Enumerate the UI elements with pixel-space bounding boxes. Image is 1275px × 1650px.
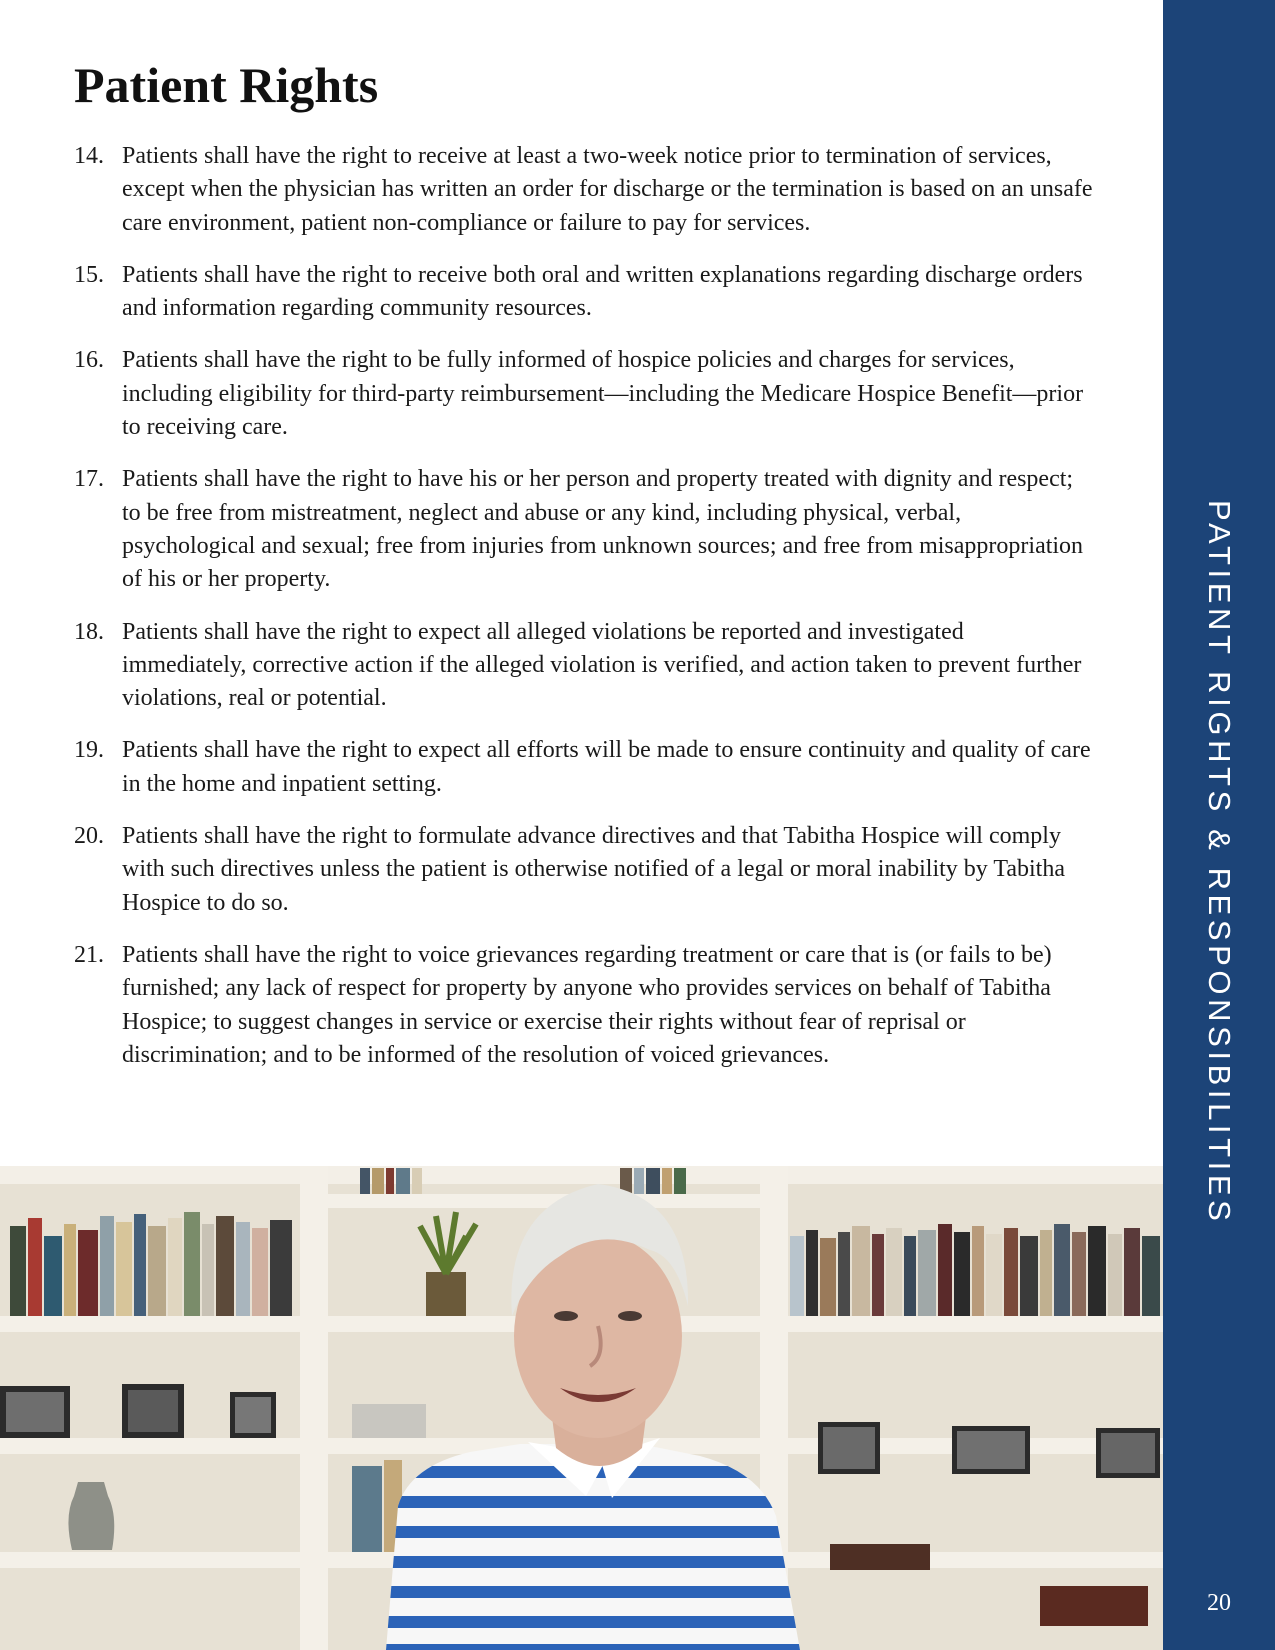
list-item xyxy=(74,259,1094,326)
section-label: PATIENT RIGHTS & RESPONSIBILITIES xyxy=(1202,500,1237,1226)
list-item xyxy=(74,939,1094,1072)
item-text: Patients shall have the right to formulate advance directives and that Tabitha Hospice will comply with such directives unless the patient is otherwise notified of a legal or moral inability by Tabitha Hospice to do so. xyxy=(122,823,1065,916)
item-text: Patients shall have the right to be fully informed of hospice policies and charges for services, including eligibility for third-party reimbursement—including the Medicare Hospice Benefit—prior to receiving care. xyxy=(122,347,1084,441)
item-number: 19. xyxy=(74,737,104,764)
list-item xyxy=(74,734,1094,801)
page-title: Patient Rights xyxy=(74,57,379,113)
item-number: 16. xyxy=(74,347,104,374)
item-number: 15. xyxy=(74,261,104,288)
list-item xyxy=(74,140,1094,240)
list-item xyxy=(74,616,1094,716)
item-text: Patients shall have the right to expect all efforts will be made to ensure continuity and quality of care in the home and inpatient setting. xyxy=(122,737,1091,797)
item-text: Patients shall have the right to voice grievances regarding treatment or care that is (or fails to be) furnished; any lack of respect for property by anyone who provides services on behalf of Tabitha Hospice; to suggest changes in service or exercise their rights without fear of reprisal or discrimination; and to be informed of the resolution of voiced grievances. xyxy=(122,941,1052,1068)
item-text: Patients shall have the right to have his or her person and property treated with dignity and respect; to be free from mistreatment, neglect and abuse or any kind, including physical, verbal, psychological and sexual; free from injuries from unknown sources; and free from misappropriation of his or her property. xyxy=(122,466,1084,593)
item-number: 21. xyxy=(74,941,104,968)
item-number: 17. xyxy=(74,466,104,493)
photo-illustration xyxy=(0,1166,1163,1650)
item-number: 20. xyxy=(74,823,104,850)
list-item xyxy=(74,820,1094,920)
list-item xyxy=(74,344,1094,444)
rights-list xyxy=(74,140,1094,1091)
item-text: Patients shall have the right to receive both oral and written explanations regarding discharge orders and information regarding community resources. xyxy=(122,261,1083,322)
item-number: 14. xyxy=(74,143,104,169)
page-number: 20 xyxy=(1207,1590,1231,1616)
sidebar xyxy=(1163,0,1275,1650)
patient-photo xyxy=(0,1166,1163,1650)
list-item xyxy=(74,463,1094,596)
item-text: Patients shall have the right to receive at least a two-week notice prior to termination of services, except when the physician has written an order for discharge or the termination is based on an unsafe care environment, patient non-compliance or failure to pay for services. xyxy=(122,143,1093,236)
item-text: Patients shall have the right to expect all alleged violations be reported and investigated immediately, corrective action if the alleged violation is verified, and action taken to prevent further violations, real or potential. xyxy=(122,618,1082,712)
item-number: 18. xyxy=(74,618,104,645)
